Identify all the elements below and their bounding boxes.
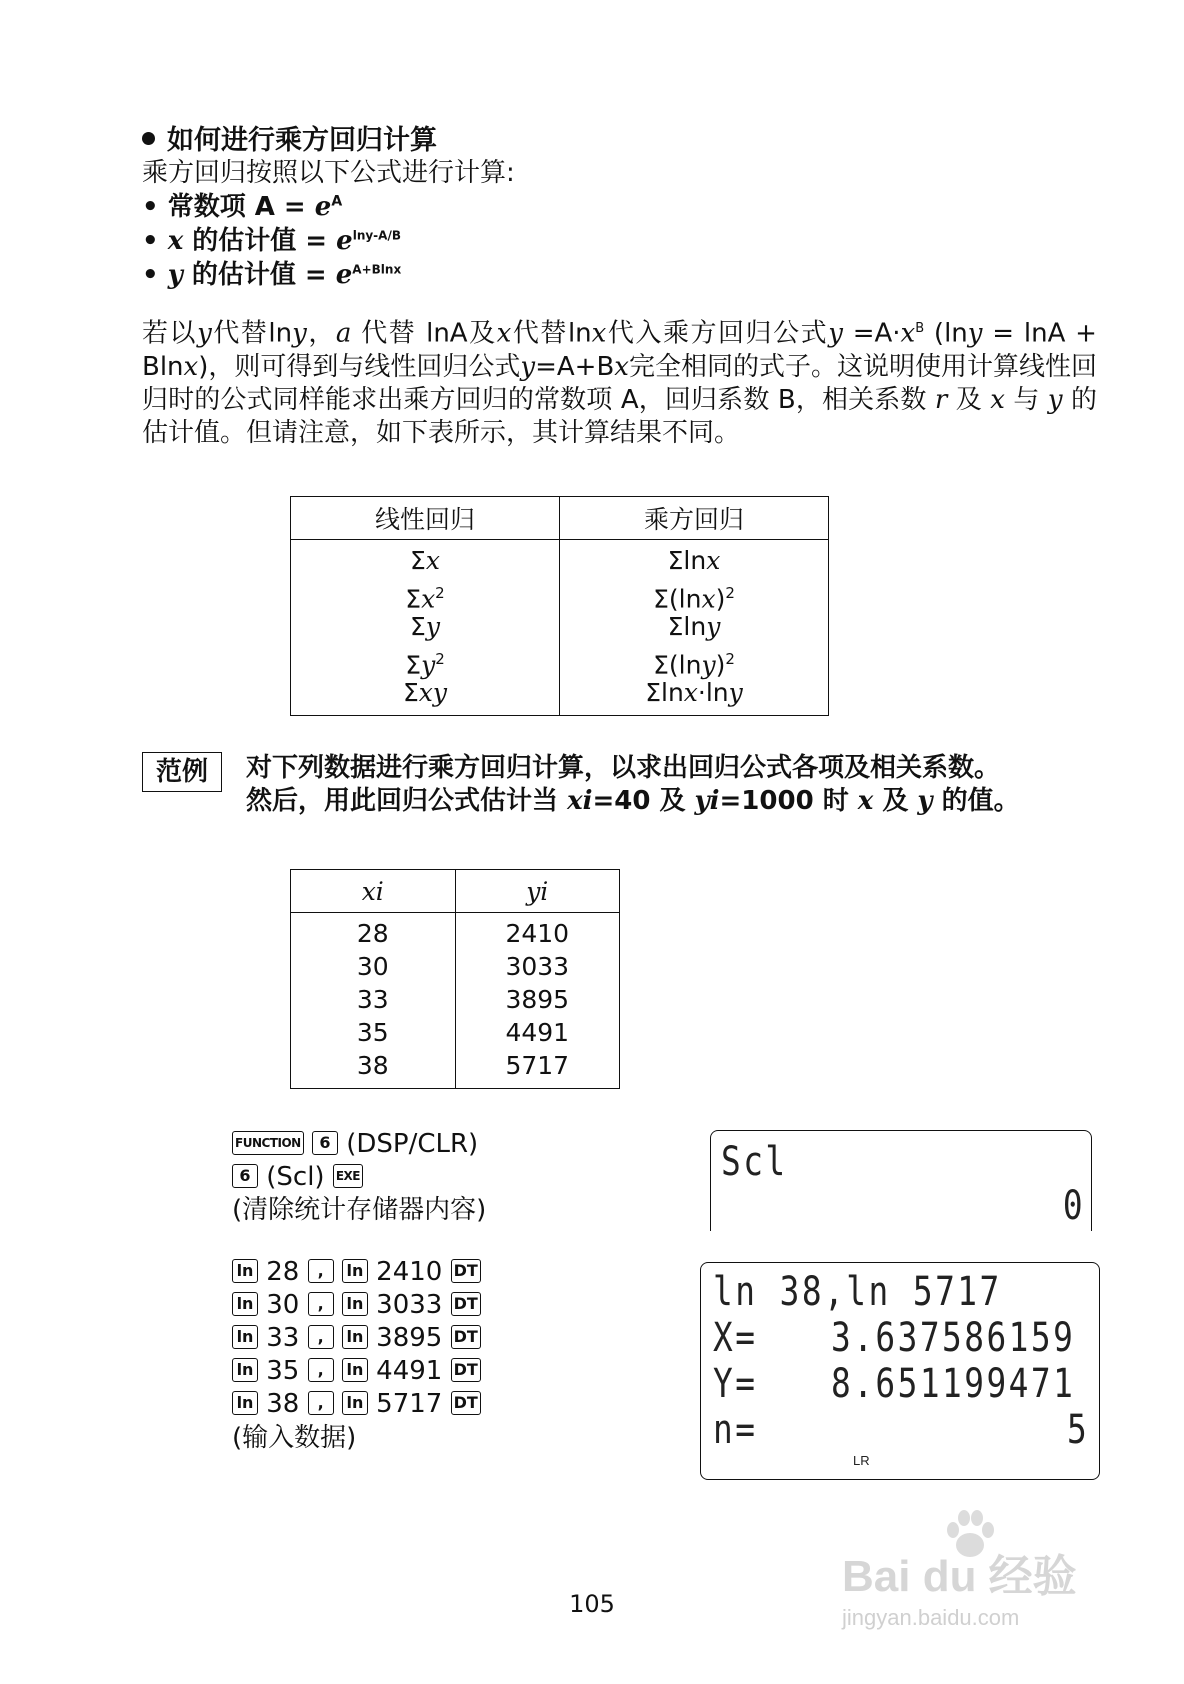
- key-6[interactable]: 6: [312, 1131, 338, 1155]
- ln-key[interactable]: ln: [232, 1325, 258, 1349]
- step-note-input: (输入数据): [232, 1423, 357, 1453]
- table-cell: 2410: [505, 919, 570, 948]
- comma-key[interactable]: ,: [308, 1259, 334, 1283]
- display-x-label: X=: [713, 1315, 758, 1361]
- dt-key[interactable]: DT: [451, 1325, 481, 1349]
- table-row: Σx: [410, 546, 440, 575]
- dt-key[interactable]: DT: [451, 1358, 481, 1382]
- step-input-row: ln 38 , ln 5717 DT: [232, 1388, 481, 1421]
- calculator-display-scl: [710, 1130, 1092, 1231]
- linear-sums-cell: [291, 540, 560, 716]
- table-header-power: 乘方回归: [560, 497, 829, 540]
- ln-key[interactable]: ln: [232, 1259, 258, 1283]
- ln-key[interactable]: ln: [232, 1358, 258, 1382]
- display-line-input: ln 38,ln 5717: [713, 1269, 1002, 1315]
- ln-key[interactable]: ln: [342, 1292, 368, 1316]
- ln-key[interactable]: ln: [342, 1259, 368, 1283]
- table-row: $\Sigma y^2$: [405, 650, 445, 680]
- step-scl-exe: 6 (Scl) EXE: [232, 1161, 363, 1194]
- comma-key[interactable]: ,: [308, 1358, 334, 1382]
- exe-key[interactable]: EXE: [333, 1164, 363, 1188]
- table-header-xi: xi: [291, 870, 456, 913]
- step-input-row: ln 33 , ln 3895 DT: [232, 1322, 481, 1355]
- function-key[interactable]: FUNCTION: [232, 1131, 304, 1155]
- comma-key[interactable]: ,: [308, 1325, 334, 1349]
- page-number: 105: [569, 1590, 615, 1618]
- comma-key[interactable]: ,: [308, 1391, 334, 1415]
- display-x-value: 3.637586159: [831, 1315, 1076, 1361]
- key-6[interactable]: 6: [232, 1164, 258, 1188]
- comparison-table: [290, 496, 829, 716]
- display-y-value: 8.651199471: [831, 1361, 1076, 1407]
- display-line-1: Scl: [721, 1139, 788, 1185]
- watermark-url: jingyan.baidu.com: [842, 1605, 1020, 1630]
- section-heading: 如何进行乘方回归计算: [142, 118, 437, 157]
- intro-text: 乘方回归按照以下公式进行计算:: [142, 158, 515, 188]
- dt-key[interactable]: DT: [451, 1391, 481, 1415]
- ln-key[interactable]: ln: [232, 1292, 258, 1316]
- watermark-brand: Bai du 经验: [842, 1552, 1077, 1601]
- step-input-row: ln 30 , ln 3033 DT: [232, 1289, 481, 1322]
- table-row: $\Sigma(\ln y)^2$: [653, 650, 735, 680]
- table-header-linear: 线性回归: [291, 497, 560, 540]
- table-row: Σlnx·lny: [645, 678, 743, 707]
- table-row: Σxy: [402, 678, 448, 707]
- display-line-2: 0: [1062, 1183, 1085, 1229]
- formula-constant: • 常数项 $A = e^A$: [142, 192, 343, 222]
- step-input-row: ln 28 , ln 2410 DT: [232, 1256, 481, 1289]
- dt-key[interactable]: DT: [451, 1292, 481, 1316]
- table-cell: 5717: [505, 1051, 570, 1080]
- table-header-yi: yi: [455, 870, 620, 913]
- formula-x-estimate: • x 的估计值 = $e^{lny-A/B}$: [142, 226, 401, 256]
- table-cell: 38: [356, 1051, 389, 1080]
- example-label: 范例: [142, 752, 222, 792]
- display-y-label: Y=: [713, 1361, 758, 1407]
- ln-key[interactable]: ln: [342, 1391, 368, 1415]
- step-input-row: ln 35 , ln 4491 DT: [232, 1355, 481, 1388]
- dt-key[interactable]: DT: [451, 1259, 481, 1283]
- table-cell: 4491: [505, 1018, 570, 1047]
- table-cell: 33: [356, 985, 389, 1014]
- explanation-paragraph: 若以y代替lny，a 代替 lnA及x代替lnx代入乘方回归公式$y =A\cdot x^B$ (lny = lnA + Blnx)，则可得到与线性回归公式y=A+Bx完全相同的式子。这说明使用计算线性回归时的公式同样能求出乘方回归的常数项 A，回归系数 B，相关系数 r 及 x 与 y 的估计值。但请注意，如下表所示，其计算结果不同。: [142, 318, 1097, 448]
- table-row: Σlny: [667, 612, 721, 641]
- table-row: Σlnx: [667, 546, 721, 575]
- table-cell: 30: [356, 952, 389, 981]
- table-cell: 28: [356, 919, 389, 948]
- comma-key[interactable]: ,: [308, 1292, 334, 1316]
- yi-values-cell: [455, 913, 620, 1089]
- ln-key[interactable]: ln: [342, 1325, 368, 1349]
- step-note-clear: (清除统计存储器内容): [232, 1195, 487, 1225]
- table-row: Σy: [410, 612, 440, 641]
- bullet-dot-icon: [142, 132, 155, 145]
- lr-indicator: LR: [853, 1453, 870, 1468]
- power-sums-cell: [560, 540, 829, 716]
- table-cell: 3895: [505, 985, 570, 1014]
- data-table: [290, 869, 620, 1089]
- ln-key[interactable]: ln: [342, 1358, 368, 1382]
- example-description: 对下列数据进行乘方回归计算，以求出回归公式各项及相关系数。 然后，用此回归公式估计当 xi=40 及 yi=1000 时 x 及 y 的值。: [246, 753, 1020, 816]
- display-n-label: n=: [713, 1407, 758, 1453]
- table-cell: 35: [356, 1018, 389, 1047]
- display-n-value: 5: [1067, 1407, 1090, 1453]
- formula-y-estimate: • y 的估计值 = $e^{A+Blnx}$: [142, 260, 402, 290]
- table-cell: 3033: [505, 952, 570, 981]
- table-row: $\Sigma x^2$: [405, 584, 445, 614]
- calculator-display-result: [700, 1262, 1100, 1480]
- step-function-dsp-clr: FUNCTION 6 (DSP/CLR): [232, 1128, 478, 1161]
- xi-values-cell: [291, 913, 456, 1089]
- ln-key[interactable]: ln: [232, 1391, 258, 1415]
- table-row: $\Sigma(\ln x)^2$: [653, 584, 735, 614]
